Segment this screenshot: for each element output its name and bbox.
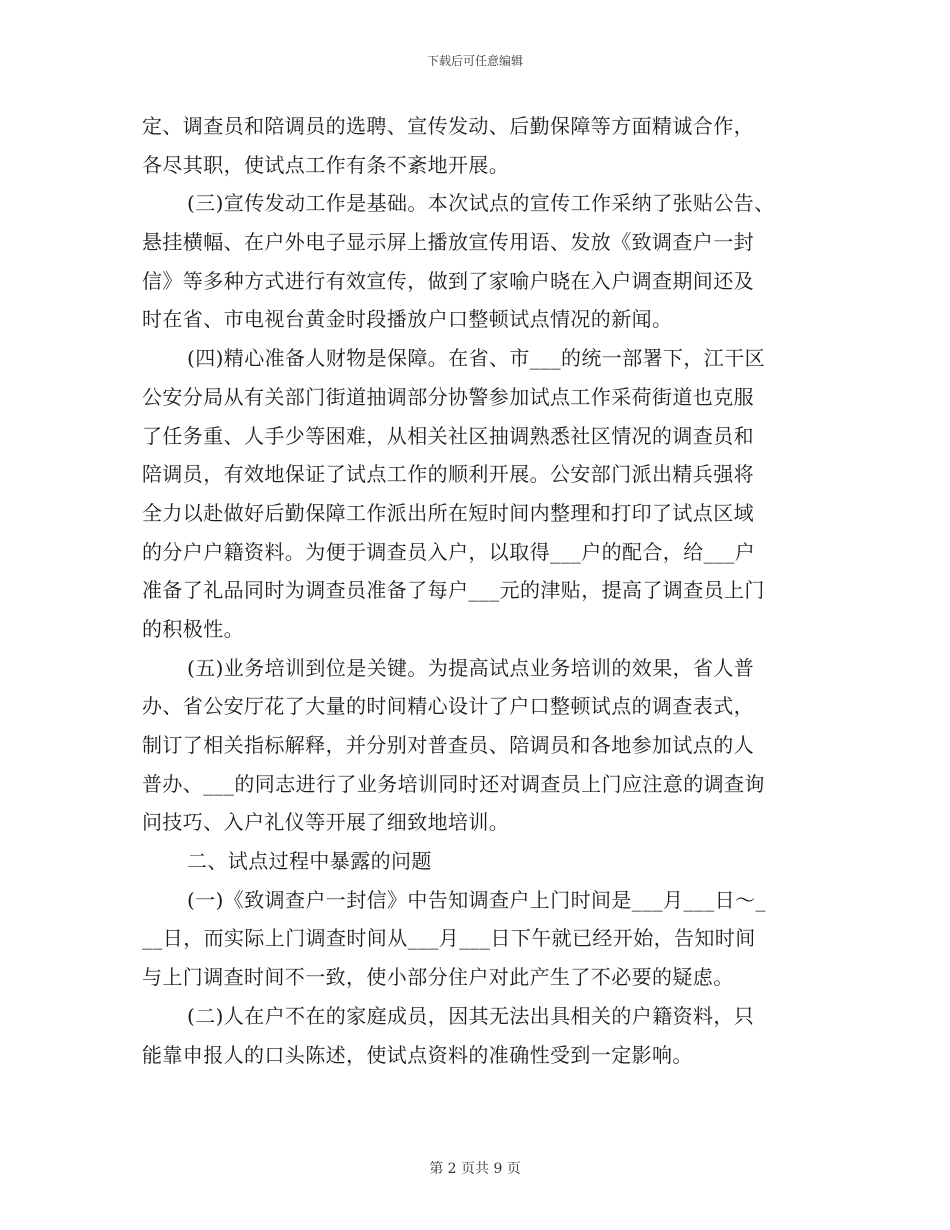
text-line: 时在省、市电视台黄金时段播放户口整顿试点情况的新闻。 — [142, 307, 673, 332]
text-line: 普办、___的同志进行了业务培训同时还对调查员上门应注意的调查询 — [142, 771, 765, 796]
text-line: 的分户户籍资料。为便于调查员入户，以取得___户的配合，给___户 — [142, 539, 756, 564]
page-header: 下载后可任意编辑 — [426, 54, 523, 68]
text-line: 陪调员，有效地保证了试点工作的顺利开展。公安部门派出精兵强将 — [142, 462, 754, 487]
section-heading: 二、试点过程中暴露的问题 — [187, 849, 432, 874]
paragraph-start-line: (二)人在户不在的家庭成员，因其无法出具相关的户籍资料，只 — [187, 1003, 755, 1028]
text-line: 准备了礼品同时为调查员准备了每户___元的津贴，提高了调查员上门 — [142, 578, 765, 603]
text-line: 制订了相关指标解释，并分别对普查员、陪调员和各地参加试点的人 — [142, 733, 754, 757]
text-line: 悬挂横幅、在户外电子显示屏上播放宣传用语、发放《致调查户一封 — [142, 230, 754, 255]
text-line: 信》等多种方式进行有效宣传，做到了家喻户晓在入户调查期间还及 — [142, 268, 754, 293]
paragraph-start-line: (四)精心准备人财物是保障。在省、市___的统一部署下，江干区 — [187, 346, 766, 371]
text-line: 办、省公安厅花了大量的时间精心设计了户口整顿试点的调查表式， — [142, 694, 754, 719]
text-line: 各尽其职，使试点工作有条不紊地开展。 — [142, 152, 510, 177]
text-line: 了任务重、人手少等困难，从相关社区抽调熟悉社区情况的调查员和 — [142, 423, 754, 448]
document-body — [142, 107, 812, 1074]
paragraph-start-line: (五)业务培训到位是关键。为提高试点业务培训的效果，省人普 — [187, 655, 755, 680]
paragraph-start-line: (三)宣传发动工作是基础。本次试点的宣传工作采纳了张贴公告、 — [187, 191, 775, 216]
text-line: 问技巧、入户礼仪等开展了细致地培训。 — [142, 810, 510, 835]
text-line: 定、调查员和陪调员的选聘、宣传发动、后勤保障等方面精诚合作， — [142, 114, 754, 138]
text-line: 全力以赴做好后勤保障工作派出所在短时间内整理和打印了试点区域 — [142, 500, 754, 525]
text-line: __日，而实际上门调查时间从___月___日下午就已经开始，告知时间 — [142, 926, 756, 951]
text-line: 能靠申报人的口头陈述，使试点资料的准确性受到一定影响。 — [142, 1042, 693, 1067]
text-line: 公安分局从有关部门街道抽调部分协警参加试点工作采荷街道也克服 — [142, 384, 754, 409]
paragraph-start-line: (一)《致调查户一封信》中告知调查户上门时间是___月___日～_ — [187, 887, 766, 912]
text-line: 与上门调查时间不一致，使小部分住户对此产生了不必要的疑虑。 — [142, 965, 734, 990]
page-number: 第 2 页共 9 页 — [429, 1161, 521, 1177]
text-line: 的积极性。 — [142, 616, 244, 641]
